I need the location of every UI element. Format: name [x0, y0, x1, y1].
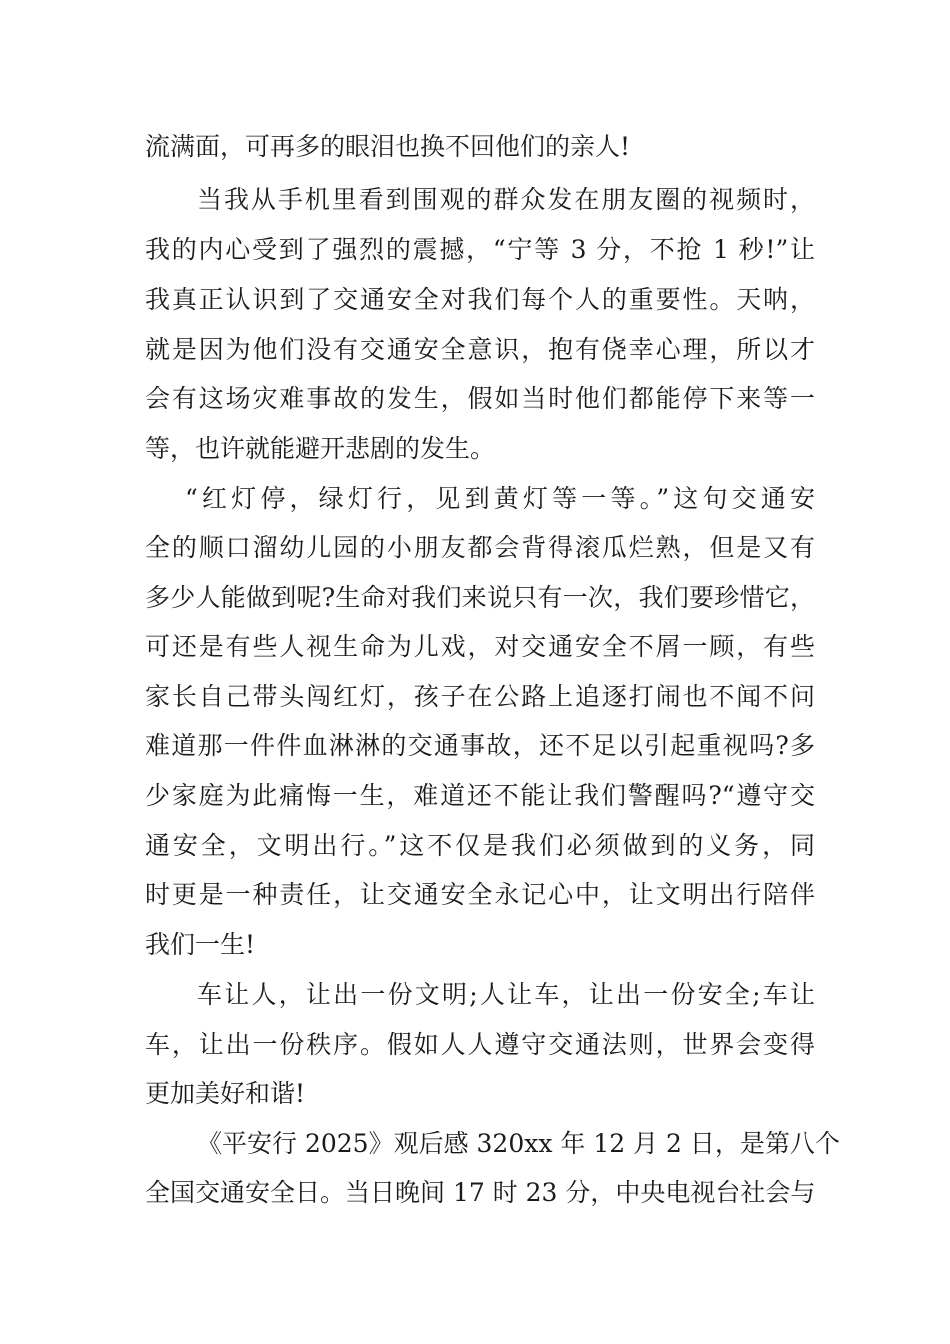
- text-line: 我的内心受到了强烈的震撼，“宁等 3 分，不抢 1 秒!”让: [145, 235, 815, 264]
- text-line: 全的顺口溜幼儿园的小朋友都会背得滚瓜烂熟，但是又有: [145, 533, 815, 562]
- text-line: 就是因为他们没有交通安全意识，抱有侥幸心理，所以才: [145, 335, 815, 364]
- text-line: 我真正认识到了交通安全对我们每个人的重要性。天呐，: [145, 285, 815, 314]
- text-line: 可还是有些人视生命为儿戏，对交通安全不屑一顾，有些: [145, 632, 815, 661]
- text-line: 等，也许就能避开悲剧的发生。: [145, 434, 496, 463]
- text-line: 当我从手机里看到围观的群众发在朋友圈的视频时，: [197, 185, 815, 214]
- text-line: 少家庭为此痛悔一生，难道还不能让我们警醒吗?“遵守交: [145, 781, 815, 810]
- text-line: 更加美好和谐!: [145, 1079, 306, 1108]
- text-line: 车让人，让出一份文明;人让车，让出一份安全;车让: [197, 980, 815, 1009]
- text-line: 全国交通安全日。当日晚间 17 时 23 分，中央电视台社会与: [145, 1178, 816, 1207]
- text-line: 《平安行 2025》观后感 320xx 年 12 月 2 日，是第八个: [197, 1129, 840, 1158]
- text-line: 车，让出一份秩序。假如人人遵守交通法则，世界会变得: [145, 1030, 815, 1059]
- text-line: 多少人能做到呢?生命对我们来说只有一次，我们要珍惜它，: [145, 583, 815, 612]
- text-line: “红灯停，绿灯行，见到黄灯等一等。”这句交通安: [185, 484, 815, 513]
- text-line: 我们一生!: [145, 930, 256, 959]
- text-line: 家长自己带头闯红灯，孩子在公路上追逐打闹也不闻不问: [145, 682, 815, 711]
- text-line: 通安全，文明出行。”这不仅是我们必须做到的义务，同: [145, 831, 815, 860]
- text-line: 时更是一种责任，让交通安全永记心中，让文明出行陪伴: [145, 880, 815, 909]
- text-line: 难道那一件件血淋淋的交通事故，还不足以引起重视吗?多: [145, 731, 815, 760]
- text-line: 会有这场灾难事故的发生，假如当时他们都能停下来等一: [145, 384, 815, 413]
- text-line: 流满面，可再多的眼泪也换不回他们的亲人!: [145, 132, 631, 161]
